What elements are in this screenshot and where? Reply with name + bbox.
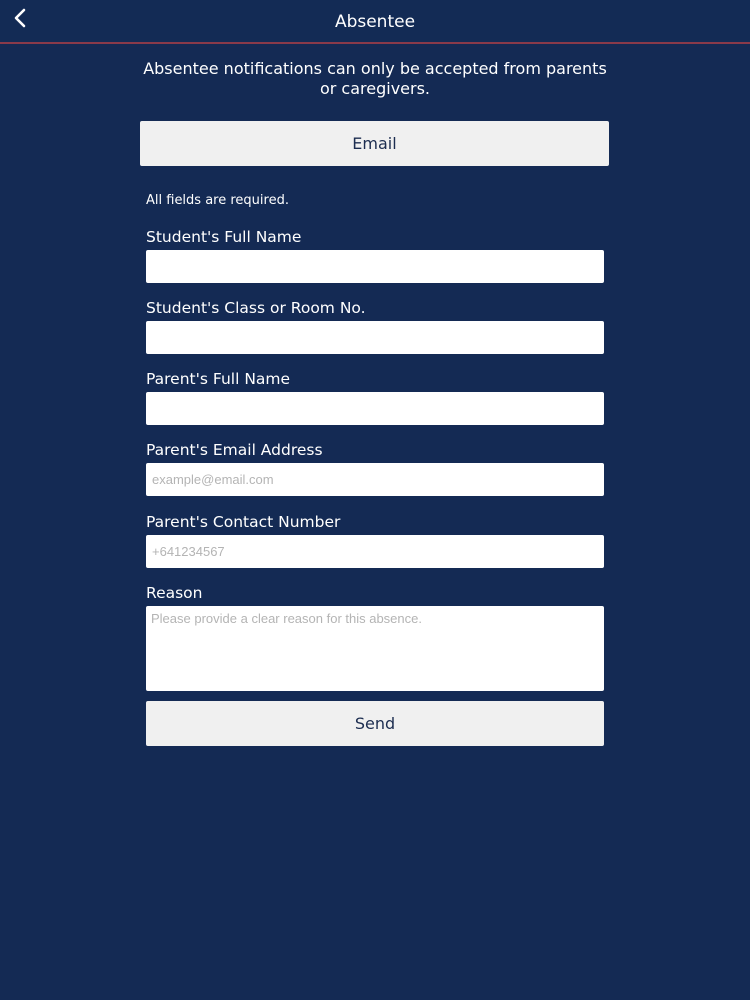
email-method-button[interactable]: Email [140,121,609,166]
student-name-label: Student's Full Name [146,228,302,246]
reason-field[interactable] [146,606,604,691]
parent-phone-field[interactable] [146,535,604,568]
navbar [0,0,750,44]
page-title: Absentee [334,12,416,32]
reason-label: Reason [146,584,203,602]
parent-email-label: Parent's Email Address [146,441,323,459]
parent-email-field[interactable] [146,463,604,496]
parent-phone-label: Parent's Contact Number [146,513,341,531]
student-class-label: Student's Class or Room No. [146,299,366,317]
intro-text: Absentee notifications can only be accepted from parents or caregivers. [143,59,607,98]
required-note: All fields are required. [146,193,289,208]
student-class-field[interactable] [146,321,604,354]
parent-name-label: Parent's Full Name [146,370,291,388]
student-name-field[interactable] [146,250,604,283]
send-button[interactable]: Send [146,701,604,746]
parent-name-field[interactable] [146,392,604,425]
